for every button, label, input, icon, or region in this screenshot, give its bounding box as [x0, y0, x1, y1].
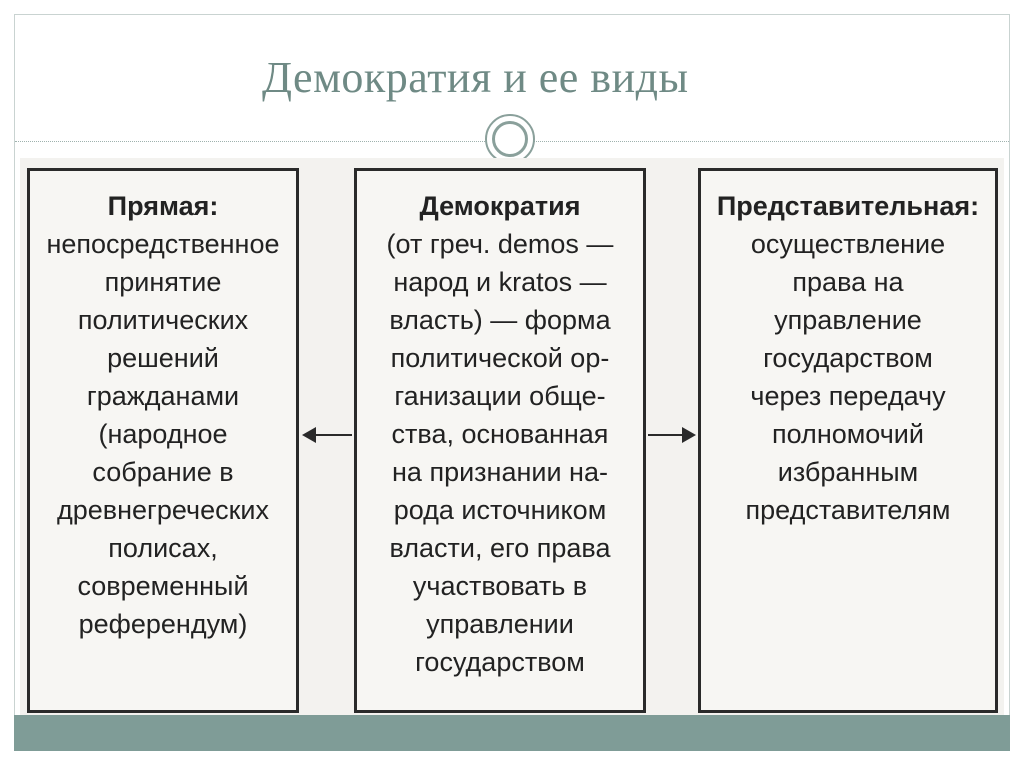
direct-democracy-heading: Прямая:: [107, 191, 219, 221]
footer-bar: [14, 715, 1010, 751]
democracy-definition-box: [354, 168, 646, 713]
representative-democracy-box: [698, 168, 998, 713]
democracy-definition-text: (от греч. demos — народ и kratos — власть) — форма политической ор- ганизации обще- ства, основанная на признании на- рода источником власти, его права участвовать в управлении государством: [386, 229, 614, 677]
arrow-left-icon: [304, 434, 352, 436]
democracy-heading: Демократия: [419, 191, 581, 221]
slide-title: Демократия и ее виды: [262, 53, 689, 102]
representative-democracy-text: осуществление права на управление государством через передачу полномочий избранным представителям: [745, 229, 951, 525]
ring-ornament-icon: [485, 114, 535, 164]
representative-democracy-heading: Представительная:: [716, 191, 980, 221]
direct-democracy-text: непосредственное принятие политических решений гражданами (народное собрание в древнегреческих полисах, современный референдум): [46, 229, 280, 639]
direct-democracy-box: [27, 168, 299, 713]
arrow-right-icon: [648, 434, 694, 436]
